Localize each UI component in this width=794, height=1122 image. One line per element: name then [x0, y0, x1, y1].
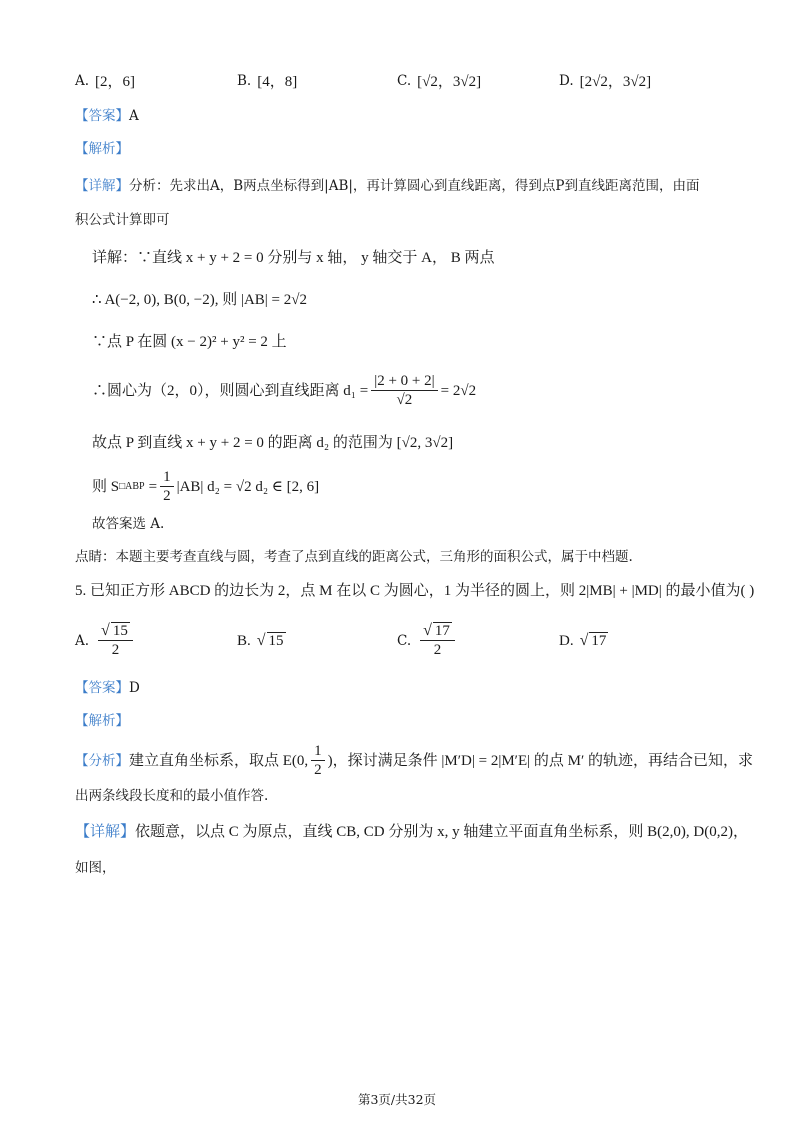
- q4-solution-line1: 详解：∵直线 x + y + 2 = 0 分别与 x 轴， y 轴交于 A， B 两点: [92, 250, 495, 266]
- fraction-denominator: 2: [314, 762, 322, 778]
- detail-text: 依题意，以点 C 为原点，直线 CB, CD 分别为 x, y 轴建立平面直角坐标系，则 B(2,0), D(0,2)，: [135, 824, 748, 840]
- q5-fenxi-line2: 出两条线段长度和的最小值作答.: [75, 788, 269, 804]
- line4-prefix: ∴圆心为（2，0），则圆心到直线距离 d₁ =: [92, 382, 369, 399]
- fraction-numerator: 1: [160, 468, 174, 487]
- option-text: [2√2，3√2]: [579, 74, 652, 90]
- page-number: 第3页/共32页: [357, 1092, 437, 1107]
- answer-value: D: [129, 680, 140, 696]
- q4-answer: [75, 106, 139, 126]
- option-letter: A.: [75, 72, 90, 89]
- radicand: 17: [591, 633, 607, 649]
- q4-solution-line6: [92, 468, 319, 505]
- fenxi-text-b: )，探讨满足条件 |M′D| = 2|M′E| 的点 M′ 的轨迹，再结合已知，求: [327, 752, 753, 769]
- fraction-denominator: 2: [163, 488, 171, 504]
- half-fraction: [311, 742, 325, 779]
- fraction-denominator: √2: [396, 392, 413, 408]
- sqrt-icon: √: [423, 622, 432, 639]
- q4-detail-line1: [75, 176, 700, 196]
- answer-tag: 【答案】: [75, 108, 129, 124]
- q4-detail-line2: 积公式计算即可: [75, 212, 170, 228]
- radicand: 15: [268, 633, 284, 649]
- fraction-denominator: 2: [111, 642, 120, 658]
- q5-analysis-tag: 【解析】: [75, 713, 129, 729]
- option-letter: D.: [559, 632, 574, 649]
- q4-solution-line3: ∵点 P 在圆 (x − 2)² + y² = 2 上: [92, 334, 287, 350]
- distance-fraction: [371, 372, 437, 409]
- option-fraction: [420, 622, 455, 659]
- q5-option-a: [75, 622, 136, 659]
- equals-sign: =: [148, 478, 158, 495]
- fraction-numerator: [98, 622, 133, 641]
- q4-solution-line2: ∴ A(−2, 0), B(0, −2), 则 |AB| = 2√2: [92, 292, 307, 308]
- option-letter: A.: [75, 632, 90, 649]
- sqrt-icon: √: [256, 632, 266, 649]
- q5-option-d: [559, 632, 608, 650]
- option-text: [2，6]: [95, 74, 136, 90]
- q4-option-c: [397, 70, 481, 91]
- fraction-denominator: 2: [433, 642, 442, 658]
- q5-answer: [75, 678, 140, 698]
- option-letter: B.: [237, 72, 252, 89]
- area-subscript: □ABP: [119, 480, 145, 492]
- q5-option-c: [397, 622, 458, 659]
- option-letter: C.: [397, 72, 412, 89]
- q5-fenxi-line1: [75, 742, 753, 779]
- q4-option-b: [237, 70, 297, 91]
- sqrt-icon: √: [101, 622, 110, 639]
- q4-comment: 点睛：本题主要考查直线与圆，考查了点到直线的距离公式，三角形的面积公式，属于中档题.: [75, 549, 633, 565]
- detail-tag: 【详解】: [75, 178, 129, 194]
- fraction-numerator: 1: [311, 742, 325, 761]
- fenxi-text-a: 建立直角坐标系，取点 E(0,: [129, 752, 309, 769]
- q4-solution-line7: 故答案选 A.: [92, 516, 165, 532]
- line6-suffix: |AB| d₂ = √2 d₂ ∈ [2, 6]: [176, 478, 320, 495]
- fraction-numerator: |2 + 0 + 2|: [371, 372, 437, 391]
- fenxi-tag: 【分析】: [75, 752, 129, 769]
- q5-detail-line1: [75, 822, 748, 842]
- option-letter: C.: [397, 632, 412, 649]
- detail-text: 分析：先求出A，B两点坐标得到|AB|，再计算圆心到直线距离，得到点P到直线距离范围，由面: [129, 178, 700, 194]
- q4-solution-line5: 故点 P 到直线 x + y + 2 = 0 的距离 d₂ 的范围为 [√2, 3√2]: [92, 435, 454, 451]
- answer-tag: 【答案】: [75, 680, 129, 696]
- line4-suffix: = 2√2: [440, 382, 477, 399]
- q4-analysis-tag: 【解析】: [75, 141, 129, 157]
- option-fraction: [98, 622, 133, 659]
- option-letter: D.: [559, 72, 574, 89]
- option-letter: B.: [237, 632, 251, 649]
- detail-tag: 【详解】: [75, 824, 136, 840]
- answer-value: A: [129, 108, 139, 124]
- q5-detail-line2: 如图，: [75, 860, 116, 876]
- q5-stem: 5. 已知正方形 ABCD 的边长为 2，点 M 在以 C 为圆心，1 为半径的圆上，则 2|MB| + |MD| 的最小值为( ): [75, 583, 755, 599]
- radicand: 15: [112, 623, 128, 639]
- radicand: 17: [434, 623, 450, 639]
- half-fraction: [160, 468, 174, 505]
- q5-option-b: [237, 632, 286, 650]
- option-text: [4，8]: [257, 74, 298, 90]
- option-text: [√2，3√2]: [417, 74, 482, 90]
- q4-solution-line4: [92, 372, 476, 409]
- sqrt-icon: √: [579, 632, 589, 649]
- q4-option-d: [559, 70, 651, 91]
- fraction-numerator: [420, 622, 455, 641]
- area-symbol: 则 S: [92, 478, 120, 495]
- q4-option-a: [75, 70, 135, 91]
